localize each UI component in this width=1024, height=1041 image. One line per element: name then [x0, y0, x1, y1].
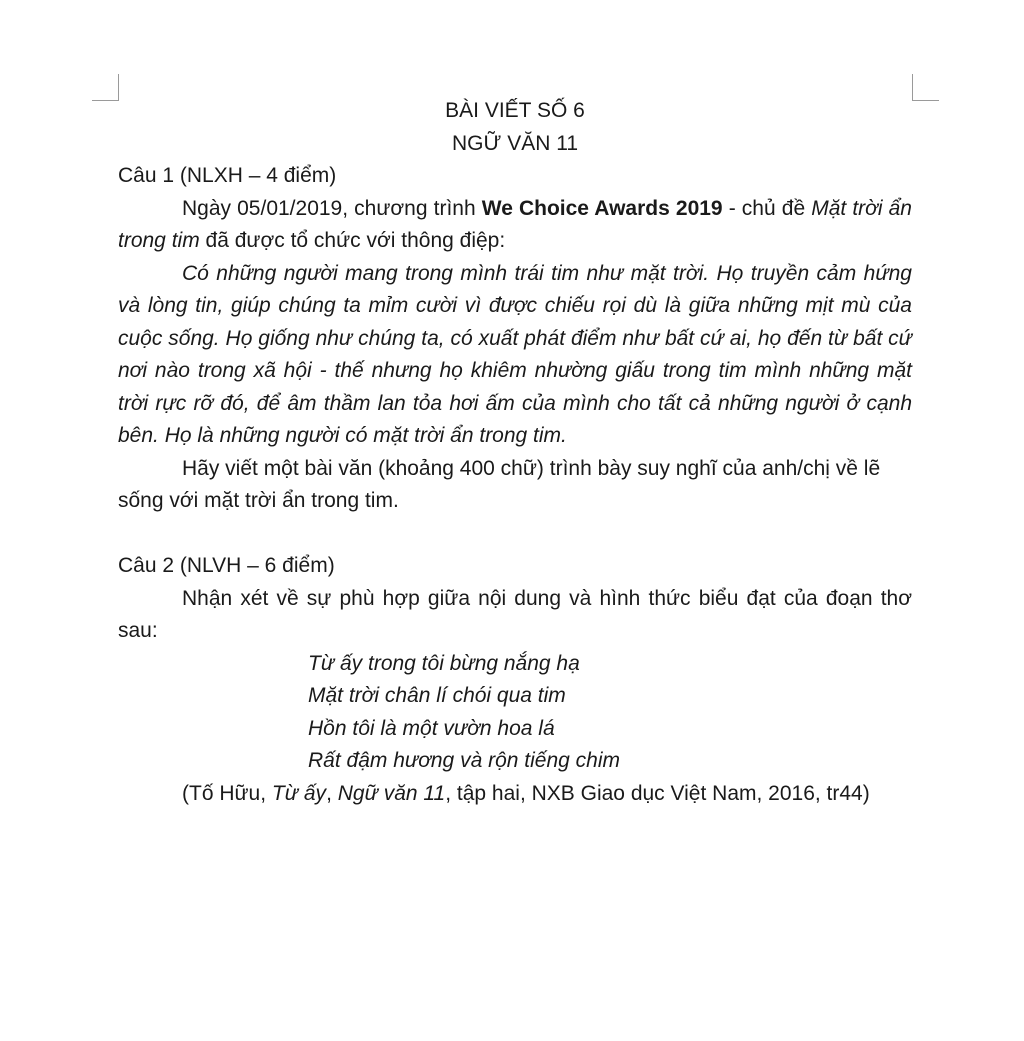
- source-part1: (Tố Hữu,: [182, 781, 272, 805]
- source-separator: ,: [326, 781, 338, 805]
- document-title: BÀI VIẾT SỐ 6: [445, 99, 585, 122]
- poem-source: [118, 778, 912, 811]
- question1-intro-italic: Mặt trời ẩn trong tim: [118, 196, 912, 252]
- poem-line: Từ ấy trong tôi bừng nắng hạ: [308, 651, 580, 675]
- question1-intro-part1: Ngày 05/01/2019, chương trình: [182, 196, 482, 220]
- question1-intro-part3: đã được tổ chức với thông điệp:: [199, 229, 506, 252]
- poem-line: Hồn tôi là một vườn hoa lá: [308, 716, 555, 740]
- question1-intro: [118, 193, 912, 258]
- question1-intro-part2: - chủ đề: [722, 196, 812, 220]
- document-subtitle: NGỮ VĂN 11: [451, 131, 579, 155]
- question1-task: Hãy viết một bài văn (khoảng 400 chữ) trình bày suy nghĩ của anh/chị về lẽ sống với mặt trời ẩn trong tim.: [118, 456, 881, 512]
- question1-intro-bold: We Choice Awards 2019: [481, 196, 723, 220]
- source-book: Ngữ văn 11: [337, 781, 446, 805]
- page-corner-mark-top-left: [92, 74, 119, 101]
- poem-line: Mặt trời chân lí chói qua tim: [308, 684, 566, 707]
- question2-task: Nhận xét về sự phù hợp giữa nội dung và hình thức biểu đạt của đoạn thơ sau:: [118, 586, 912, 642]
- poem-line: Rất đậm hương và rộn tiếng chim: [308, 749, 620, 772]
- poem-block: [118, 648, 912, 778]
- source-part2: , tập hai, NXB Giao dục Việt Nam, 2016, tr44): [445, 781, 870, 805]
- question1-heading: Câu 1 (NLXH – 4 điểm): [118, 164, 337, 187]
- question2-heading: Câu 2 (NLVH – 6 điểm): [118, 554, 335, 577]
- page-corner-mark-top-right: [912, 74, 939, 101]
- source-title: Từ ấy: [271, 781, 327, 805]
- question1-quote: Có những người mang trong mình trái tim như mặt trời. Họ truyền cảm hứng và lòng tin, giúp chúng ta mỉm cười vì được chiếu rọi dù là giữa những mịt mù của cuộc sống. Họ giống như chúng ta, có xuất phát điểm như bất cứ ai, họ đến từ bất cứ nơi nào trong xã hội - thế nhưng họ khiêm nhường giấu trong tim mình những mặt trời rực rỡ đó, để âm thầm lan tỏa hơi ấm của mình cho tất cả những người ở cạnh bên. Họ là những người có mặt trời ẩn trong tim.: [118, 261, 912, 447]
- blank-line: [118, 518, 912, 551]
- document-page: [118, 95, 912, 810]
